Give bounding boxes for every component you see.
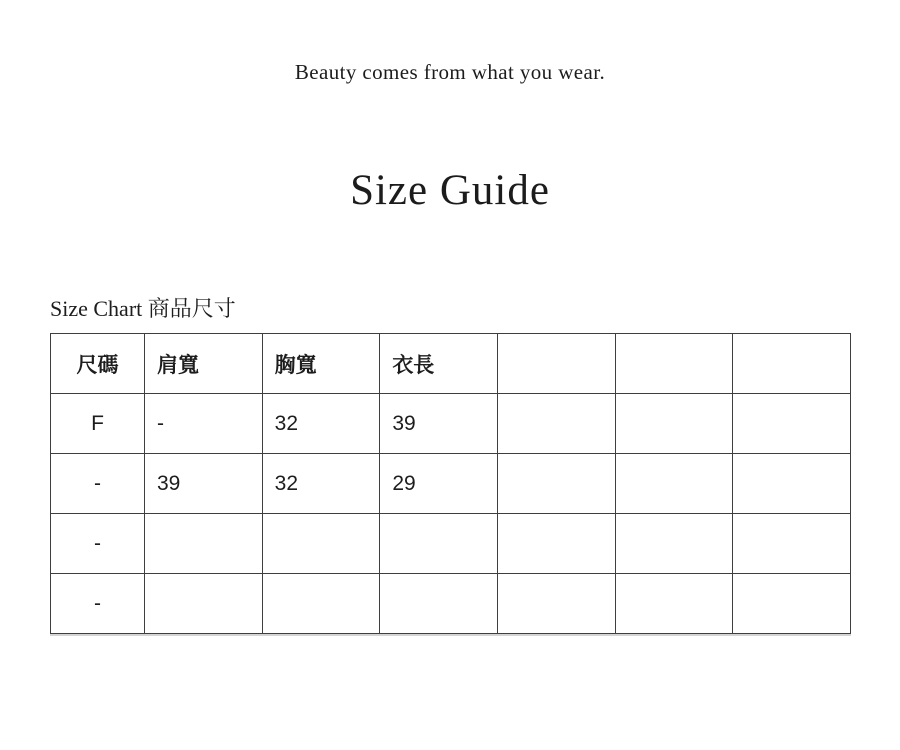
table-header-cell-empty (615, 334, 733, 394)
table-cell (733, 514, 851, 574)
table-cell (380, 514, 498, 574)
table-cell (615, 514, 733, 574)
size-chart-table (50, 333, 851, 634)
table-cell: F (51, 394, 145, 454)
table-cell (262, 574, 380, 634)
table-cell (145, 514, 263, 574)
table-cell (615, 454, 733, 514)
table-header-cell-shoulder: 肩寬 (145, 334, 263, 394)
table-cell (733, 394, 851, 454)
table-cell (497, 514, 615, 574)
table-cell: 39 (145, 454, 263, 514)
table-bottom-edge (50, 634, 851, 636)
table-cell (497, 394, 615, 454)
table-cell: 39 (380, 394, 498, 454)
table-cell (380, 574, 498, 634)
table-row (51, 454, 851, 514)
table-cell (497, 574, 615, 634)
table-cell (145, 574, 263, 634)
table-cell: - (51, 454, 145, 514)
brand-tagline: Beauty comes from what you wear. (294, 60, 606, 84)
table-cell: - (145, 394, 263, 454)
table-cell (262, 514, 380, 574)
table-cell (497, 454, 615, 514)
table-cell (733, 574, 851, 634)
table-cell: - (51, 514, 145, 574)
table-header-cell-empty (733, 334, 851, 394)
table-cell: 32 (262, 454, 380, 514)
table-cell: 29 (380, 454, 498, 514)
table-cell: - (51, 574, 145, 634)
table-row (51, 514, 851, 574)
table-row (51, 394, 851, 454)
table-cell (615, 574, 733, 634)
table-header-cell-empty (497, 334, 615, 394)
table-row (51, 574, 851, 634)
size-chart-table-wrap (50, 333, 851, 636)
table-cell (615, 394, 733, 454)
table-header-cell-length: 衣長 (380, 334, 498, 394)
table-header-row (51, 334, 851, 394)
page-title: Size Guide (350, 167, 550, 214)
size-chart-label: Size Chart 商品尺寸 (50, 296, 236, 321)
table-header-cell-size: 尺碼 (51, 334, 145, 394)
table-header-cell-chest: 胸寬 (262, 334, 380, 394)
table-cell (733, 454, 851, 514)
table-cell: 32 (262, 394, 380, 454)
